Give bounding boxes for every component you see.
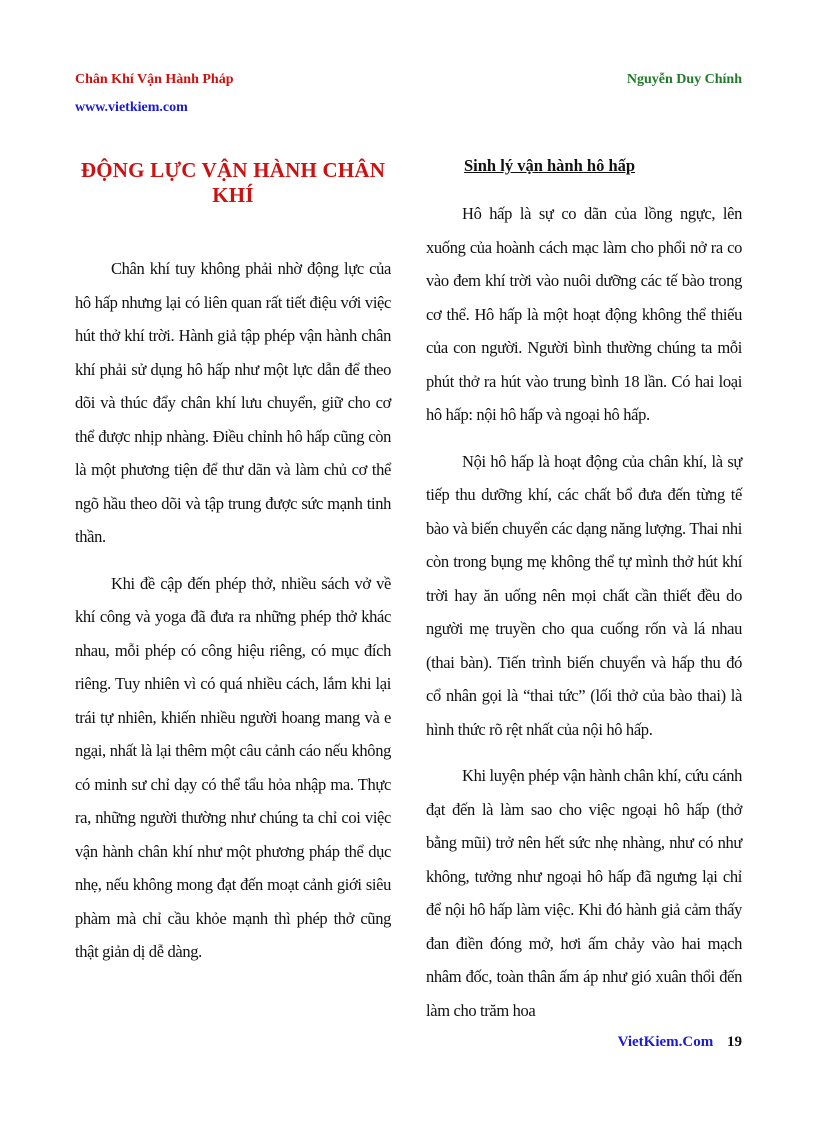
- paragraph: Nội hô hấp là hoạt động của chân khí, là sự tiếp thu dưỡng khí, các chất bổ đưa đến từng tế bào và biến chuyển các dạng năng lượng. Thai nhi còn trong bụng mẹ không thể tự mình thở hút khí trời hay ăn uống nên mọi chất cần thiết đều do người mẹ truyền cho qua cuống rốn và lá nhau (thai bàn). Tiến trình biến chuyển và hấp thu đó cổ nhân gọi là “thai tức” (lối thở của bào thai) là hình thức rõ rệt nhất của nội hô hấp.: [426, 451, 742, 739]
- paragraph: Khi đề cập đến phép thở, nhiều sách vở về khí công và yoga đã đưa ra những phép thở khác nhau, mỗi phép có công hiệu riêng, có mục đích riêng. Tuy nhiên vì có quá nhiều cách, lắm khi lại trái tự nhiên, khiến nhiều người hoang mang và e ngại, nhất là lại thêm một câu cảnh cáo nếu không có minh sư chỉ dạy có thể tẩu hỏa nhập ma. Thực ra, những người thường như chúng ta chỉ coi việc vận hành chân khí như một phương pháp thể dục nhẹ, nếu không mong đạt đến moạt cảnh giới siêu phàm mà chỉ cầu khỏe mạnh thì phép thở cũng thật giản dị dễ dàng.: [75, 573, 391, 961]
- section-title: ĐỘNG LỰC VẬN HÀNH CHÂN KHÍ: [80, 158, 386, 207]
- subheading: Sinh lý vận hành hô hấp: [464, 156, 636, 175]
- header-website-link[interactable]: www.vietkiem.com: [75, 100, 188, 115]
- paragraph: Khi luyện phép vận hành chân khí, cứu cánh đạt đến là làm sao cho việc ngoại hô hấp (thở bằng mũi) trở nên hết sức nhẹ nhàng, như có như không, tưởng như ngoại hô hấp đã ngưng lại chỉ để nội hô hấp làm việc. Khi đó hành giả cảm thấy đan điền đóng mở, hơi ấm chảy vào hai mạch nhâm đốc, toàn thân ấm áp như gió xuân thổi đến làm cho trăm hoa: [426, 766, 742, 1020]
- page-footer: [618, 1034, 742, 1051]
- right-column-body: [426, 197, 742, 1040]
- footer-site-link[interactable]: VietKiem.Com: [617, 1034, 714, 1050]
- header-author: Nguyễn Duy Chính: [626, 72, 742, 87]
- paragraph: Chân khí tuy không phải nhờ động lực của hô hấp nhưng lại có liên quan rất tiết điệu với việc hút thở khí trời. Hành giả tập phép vận hành chân khí phải sử dụng hô hấp như một lực dẫn để theo dõi và thúc đẩy chân khí lưu chuyển, giữ cho cơ thể được nhịp nhàng. Điều chỉnh hô hấp cũng còn là một phương tiện để thư dãn và làm chủ cơ thể ngõ hầu theo dõi và tập trung được sức mạnh tinh thần.: [75, 259, 391, 546]
- paragraph: Hô hấp là sự co dãn của lồng ngực, lên xuống của hoành cách mạc làm cho phổi nở ra co vào đem khí trời vào nuôi dưỡng các tế bào trong cơ thể. Hô hấp là một hoạt động không thể thiếu của con người. Người bình thường chúng ta mỗi phút thở ra hút vào trung bình 18 lần. Có hai loại hô hấp: nội hô hấp và ngoại hô hấp.: [426, 204, 742, 424]
- page-number: 19: [727, 1034, 742, 1050]
- header-book-title: Chân Khí Vận Hành Pháp: [75, 72, 234, 87]
- left-column-body: [75, 252, 391, 982]
